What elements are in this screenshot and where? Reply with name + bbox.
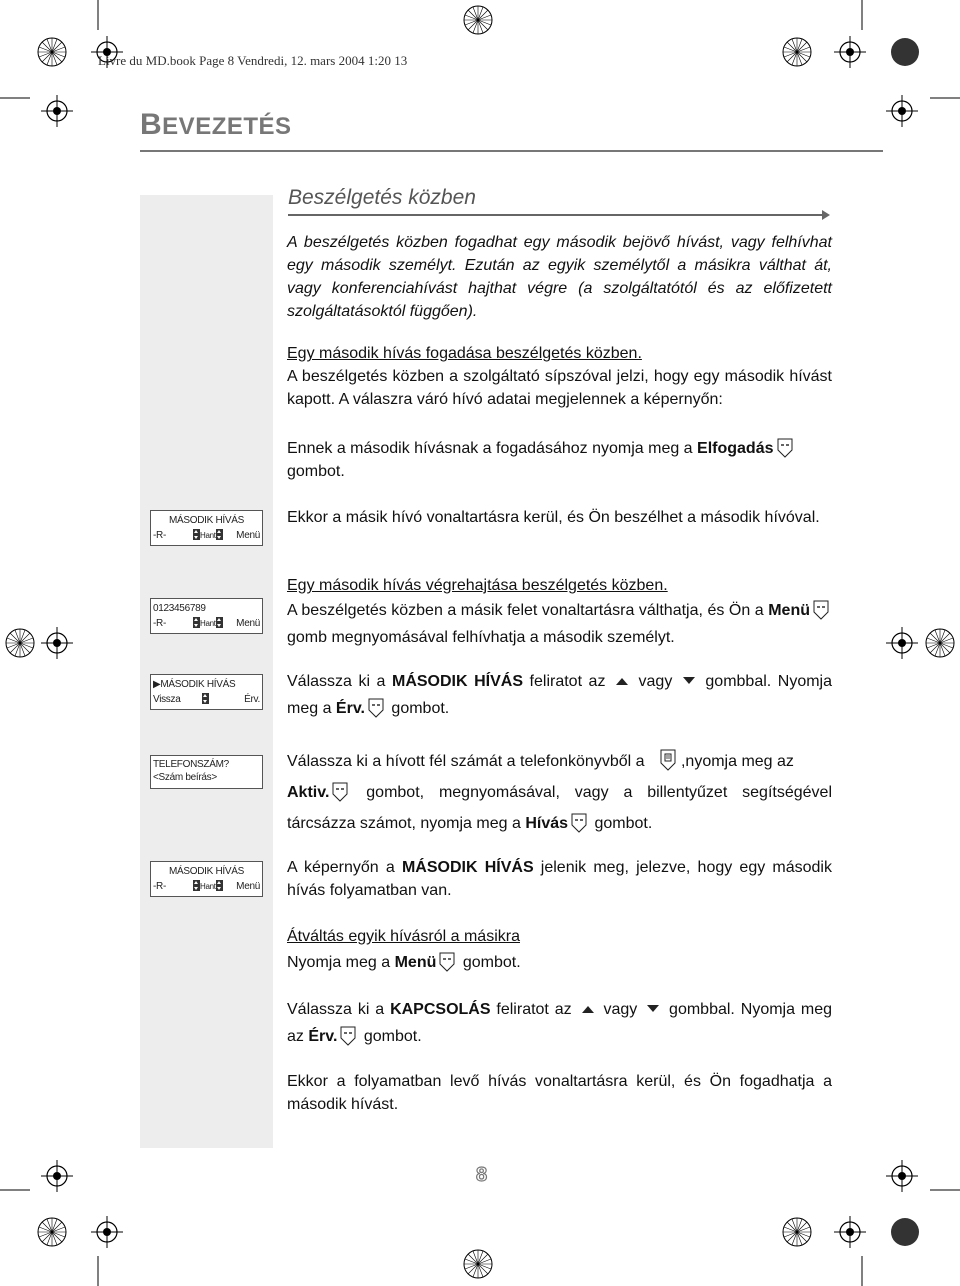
title-rest: EVEZETÉS bbox=[162, 113, 292, 140]
title-rule bbox=[140, 150, 883, 152]
phone-screen-second-call bbox=[150, 510, 263, 546]
page-number: 8 bbox=[476, 1164, 488, 1186]
screen-softkeys bbox=[153, 617, 260, 630]
updown-icon bbox=[193, 880, 200, 891]
final-paragraph: Ekkor a folyamatban levő hívás vonaltartásra kerül, és Ön fogadhatja a második hívást. bbox=[287, 1073, 832, 1113]
updown-icon bbox=[216, 880, 223, 891]
block1-heading: Egy második hívás fogadása beszélgetés közben. bbox=[287, 345, 642, 362]
select-text-d: gombbal. Nyomja meg a bbox=[287, 673, 832, 717]
screen-line: 0123456789 bbox=[153, 603, 206, 614]
accept-bold: Elfogadás bbox=[697, 440, 774, 457]
block2-text-a: A beszélgetés közben a másik felet vonaltartásra válthatja, és Ön a bbox=[287, 602, 769, 619]
title-initial: B bbox=[140, 108, 163, 141]
screen-text-b: jelenik meg, jelezve, hogy egy második hívás folyamatban van. bbox=[287, 859, 832, 899]
screen-right-key: Menü bbox=[236, 881, 260, 892]
screen-left-key: -R- bbox=[153, 618, 166, 629]
dial-paragraph bbox=[287, 746, 832, 839]
switch-select-paragraph bbox=[287, 996, 832, 1050]
screen-softkeys bbox=[153, 529, 260, 542]
accept-text-a: Ennek a második hívásnak a fogadásához nyomja meg a bbox=[287, 440, 698, 457]
dial-text-d: gombot. bbox=[590, 815, 653, 832]
screen-right-key: Érv. bbox=[244, 694, 260, 705]
phonebook-icon bbox=[659, 749, 677, 771]
select-text-e: gombot. bbox=[386, 700, 450, 717]
screen-right-key: Menü bbox=[236, 618, 260, 629]
press-text-a: Nyomja meg a bbox=[287, 954, 395, 971]
press-bold: Menü bbox=[394, 954, 437, 971]
select-paragraph bbox=[287, 668, 832, 722]
screen-bold: MÁSODIK HÍVÁS bbox=[401, 859, 534, 876]
softkey-icon bbox=[571, 813, 587, 833]
block1-text: A beszélgetés közben a szolgáltató sípszóval jelzi, hogy egy második hívást kapott. A válaszra váró hívó adatai megjelennek a képernyőn: bbox=[287, 368, 832, 408]
up-arrow-icon bbox=[581, 1004, 595, 1014]
phone-screen-menu bbox=[150, 674, 263, 710]
block1 bbox=[287, 342, 832, 411]
screen-line-2: <Szám beírás> bbox=[153, 772, 217, 783]
phone-screen-second-call-active bbox=[150, 861, 263, 897]
updown-icon bbox=[216, 617, 223, 628]
select-bold2: Érv. bbox=[335, 700, 365, 717]
screen-line: TELEFONSZÁM? bbox=[153, 759, 229, 770]
dial-text-b: ,nyomja meg az bbox=[680, 753, 794, 770]
screen-mid-key: Hant bbox=[200, 619, 216, 628]
sidebar-panel bbox=[140, 195, 273, 1148]
phone-screen-phone-number bbox=[150, 755, 263, 789]
dial-bold2: Hívás bbox=[525, 815, 569, 832]
phone-screen-number bbox=[150, 598, 263, 634]
updown-icon bbox=[193, 529, 200, 540]
dial-bold: Aktiv. bbox=[287, 784, 330, 801]
sw-text-e: gombot. bbox=[359, 1028, 422, 1045]
softkey-icon bbox=[368, 698, 384, 718]
select-text-c: vagy bbox=[631, 673, 679, 690]
screen-mid-key: Hant bbox=[200, 882, 216, 891]
screen-line: MÁSODIK HÍVÁS bbox=[168, 866, 244, 877]
sw-bold: KAPCSOLÁS bbox=[390, 1001, 491, 1018]
section-rule bbox=[288, 214, 828, 216]
dial-text-a: Válassza ki a hívott fél számát a telefonkönyvből a bbox=[287, 753, 649, 770]
screen-right-key: Menü bbox=[236, 530, 260, 541]
block3-intro bbox=[287, 924, 832, 976]
block3-heading: Átváltás egyik hívásról a másikra bbox=[287, 928, 520, 945]
block2-intro bbox=[287, 574, 832, 651]
screen-mid-key: Hant bbox=[200, 531, 216, 540]
sw-text-a: Válassza ki a bbox=[287, 1001, 391, 1018]
screen-line: MÁSODIK HÍVÁS bbox=[168, 515, 244, 526]
block2-text-bold: Menü bbox=[768, 602, 810, 619]
updown-icon bbox=[202, 693, 209, 704]
down-arrow-icon bbox=[646, 1004, 660, 1014]
up-arrow-icon bbox=[615, 676, 629, 686]
softkey-icon bbox=[332, 782, 348, 802]
accept-text-b: gombot. bbox=[287, 463, 345, 480]
running-header: Livre du MD.book Page 8 Vendredi, 12. mars 2004 1:20 13 bbox=[98, 53, 408, 68]
select-text-a: Válassza ki a bbox=[287, 673, 392, 690]
softkey-icon bbox=[439, 952, 455, 972]
screen-softkeys bbox=[153, 880, 260, 893]
screen-line-text: MÁSODIK HÍVÁS bbox=[160, 679, 236, 690]
block2-heading: Egy második hívás végrehajtása beszélgetés közben. bbox=[287, 577, 668, 594]
screen-left-key: -R- bbox=[153, 881, 166, 892]
sw-bold2: Érv. bbox=[308, 1028, 338, 1045]
pointer-icon: ▶ bbox=[153, 679, 161, 690]
sw-text-b: feliratot az bbox=[490, 1001, 578, 1018]
intro-paragraph: A beszélgetés közben fogadhat egy második bejövő hívást, vagy felhívhat egy második személyt. Ezután az egyik személytől a másikra válthat át, vagy konferenciahívást hajthat végre (a szolgáltatótól és az előfizetett szolgáltatásoktól függően). bbox=[287, 234, 832, 320]
block2-text-b: gomb megnyomásával felhívhatja a második személyt. bbox=[287, 629, 675, 646]
press-text-b: gombot. bbox=[458, 954, 521, 971]
dial-text-c: gombot, megnyomásával, vagy a billentyűzet segítségével tárcsázza számot, nyomja meg a bbox=[287, 784, 832, 832]
screen-text-a: A képernyőn a bbox=[287, 859, 402, 876]
select-bold: MÁSODIK HÍVÁS bbox=[392, 673, 523, 690]
softkey-icon bbox=[777, 438, 793, 458]
section-title: Beszélgetés közben bbox=[288, 186, 476, 209]
screen-line bbox=[153, 678, 260, 691]
page-title bbox=[140, 108, 292, 142]
down-arrow-icon bbox=[682, 676, 696, 686]
screen-left-key: Vissza bbox=[153, 694, 181, 705]
sw-text-c: vagy bbox=[597, 1001, 644, 1018]
screen-left-key: -R- bbox=[153, 530, 166, 541]
updown-icon bbox=[216, 529, 223, 540]
screen-paragraph bbox=[287, 856, 832, 902]
updown-icon bbox=[193, 617, 200, 628]
screen-softkeys bbox=[153, 693, 260, 706]
sw-text-d: gombbal. Nyomja meg az bbox=[287, 1001, 833, 1045]
select-text-b: feliratot az bbox=[523, 673, 612, 690]
softkey-icon bbox=[340, 1026, 356, 1046]
hold-paragraph: Ekkor a másik hívó vonaltartásra kerül, és Ön beszélhet a második hívóval. bbox=[287, 509, 820, 526]
softkey-icon bbox=[813, 600, 829, 620]
accept-paragraph bbox=[287, 437, 832, 483]
